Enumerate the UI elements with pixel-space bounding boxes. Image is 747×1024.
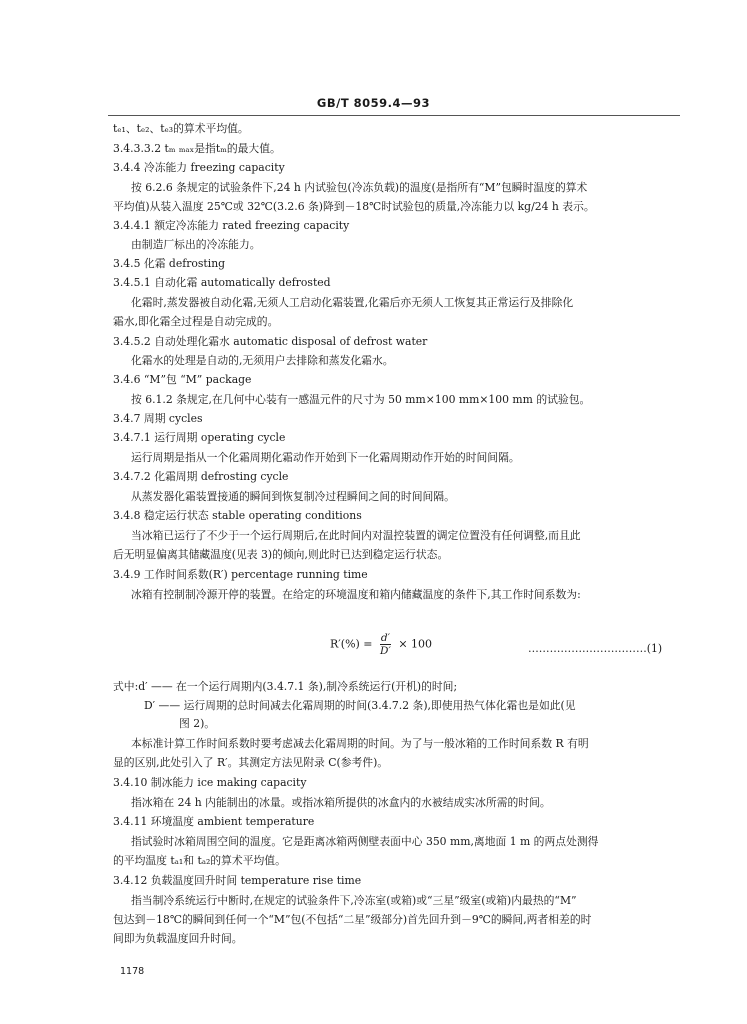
text-line: 运行周期是指从一个化霜周期化霜动作开始到下一化霜周期动作开始的时间间隔。 bbox=[131, 451, 520, 464]
text-line: 按 6.1.2 条规定,在几何中心装有一感温元件的尺寸为 50 mm×100 mm×100 mm 的试验包。 bbox=[131, 393, 591, 406]
text-line: 3.4.5.2 自动处理化霜水 automatic disposal of defrost water bbox=[113, 335, 428, 348]
text-line: 3.4.7.1 运行周期 operating cycle bbox=[113, 431, 286, 444]
text-line: 3.4.8 稳定运行状态 stable operating conditions bbox=[113, 509, 362, 522]
text-line: 指冰箱在 24 h 内能制出的冰量。或指冰箱所提供的冰盒内的水被结成实冰所需的时间。 bbox=[131, 796, 551, 809]
text-line: 的平均温度 tₐ₁和 tₐ₂的算术平均值。 bbox=[113, 854, 286, 867]
text-line: 3.4.4.1 额定冷冻能力 rated freezing capacity bbox=[113, 219, 350, 232]
text-line: tₑ₁、tₑ₂、tₑ₃的算术平均值。 bbox=[113, 122, 249, 135]
equation-number: ……………………………(1) bbox=[528, 642, 663, 655]
text-line: 3.4.5 化霜 defrosting bbox=[113, 257, 226, 270]
text-line: 指试验时冰箱周围空间的温度。它是距离冰箱两侧壁表面中心 350 mm,离地面 1 m 的两点处测得 bbox=[131, 835, 599, 848]
equation-fraction bbox=[380, 632, 391, 657]
text-line: 霜水,即化霜全过程是自动完成的。 bbox=[113, 315, 279, 328]
text-line: 显的区别,此处引入了 R′。其测定方法见附录 C(参考件)。 bbox=[113, 756, 389, 769]
equation-numerator: d′ bbox=[380, 632, 390, 644]
text-line: 图 2)。 bbox=[179, 717, 216, 730]
text-line: 由制造厂标出的冷冻能力。 bbox=[131, 238, 261, 251]
header-rule bbox=[108, 115, 680, 116]
text-line: 3.4.11 环境温度 ambient temperature bbox=[113, 815, 315, 828]
text-line: 3.4.9 工作时间系数(R′) percentage running time bbox=[113, 568, 368, 581]
text-line: 3.4.7.2 化霜周期 defrosting cycle bbox=[113, 470, 289, 483]
text-line: 化霜水的处理是自动的,无须用户去排除和蒸发化霜水。 bbox=[131, 354, 394, 367]
text-line: 3.4.5.1 自动化霜 automatically defrosted bbox=[113, 276, 331, 289]
text-line: 3.4.4 冷冻能力 freezing capacity bbox=[113, 161, 285, 174]
text-line: 后无明显偏离其储藏温度(见表 3)的倾向,则此时已达到稳定运行状态。 bbox=[113, 548, 449, 561]
text-line: 式中:d′ —— 在一个运行周期内(3.4.7.1 条),制冷系统运行(开机)的时间; bbox=[113, 680, 458, 693]
text-line: 3.4.6 “M”包 “M” package bbox=[113, 373, 252, 386]
text-line: 指当制冷系统运行中断时,在规定的试验条件下,冷冻室(或箱)或“三星”级室(或箱)内最热的“M” bbox=[131, 894, 577, 907]
equation-lhs: R′(%) = bbox=[330, 637, 373, 651]
text-line: 3.4.3.3.2 tₘ ₘₐₓ是指tₘ的最大值。 bbox=[113, 142, 281, 155]
text-line: 3.4.12 负载温度回升时间 temperature rise time bbox=[113, 874, 362, 887]
equation-denominator: D′ bbox=[380, 645, 391, 657]
text-line: 3.4.10 制冰能力 ice making capacity bbox=[113, 776, 307, 789]
page-header: GB/T 8059.4—93 bbox=[316, 96, 431, 110]
page-number: 1178 bbox=[120, 966, 145, 977]
text-line: 冰箱有控制制冷源开停的装置。在给定的环境温度和箱内储藏温度的条件下,其工作时间系数为: bbox=[131, 588, 581, 601]
text-line: D′ —— 运行周期的总时间减去化霜周期的时间(3.4.7.2 条),即使用热气体化霜也是如此(见 bbox=[144, 699, 576, 712]
text-line: 从蒸发器化霜装置接通的瞬间到恢复制冷过程瞬间之间的时间间隔。 bbox=[131, 490, 455, 503]
text-line: 当冰箱已运行了不少于一个运行周期后,在此时间内对温控装置的调定位置没有任何调整,而且此 bbox=[131, 529, 581, 542]
text-line: 平均值)从装入温度 25℃或 32℃(3.2.6 条)降到－18℃时试验包的质量,冷冻能力以 kg/24 h 表示。 bbox=[113, 200, 595, 213]
text-line: 化霜时,蒸发器被自动化霜,无须人工启动化霜装置,化霜后亦无须人工恢复其正常运行及排除化 bbox=[131, 296, 574, 309]
text-line: 间即为负载温度回升时间。 bbox=[113, 932, 243, 945]
text-line: 包达到－18℃的瞬间到任何一个“M”包(不包括“二星”级部分)首先回升到－9℃的瞬间,两者相差的时 bbox=[113, 913, 592, 926]
text-line: 按 6.2.6 条规定的试验条件下,24 h 内试验包(冷冻负载)的温度(是指所有“M”包瞬时温度的算术 bbox=[131, 181, 588, 194]
text-line: 本标准计算工作时间系数时要考虑减去化霜周期的时间。为了与一般冰箱的工作时间系数 R 有明 bbox=[131, 737, 589, 750]
equation-rhs: × 100 bbox=[398, 637, 433, 651]
equation bbox=[330, 632, 432, 657]
text-line: 3.4.7 周期 cycles bbox=[113, 412, 203, 425]
